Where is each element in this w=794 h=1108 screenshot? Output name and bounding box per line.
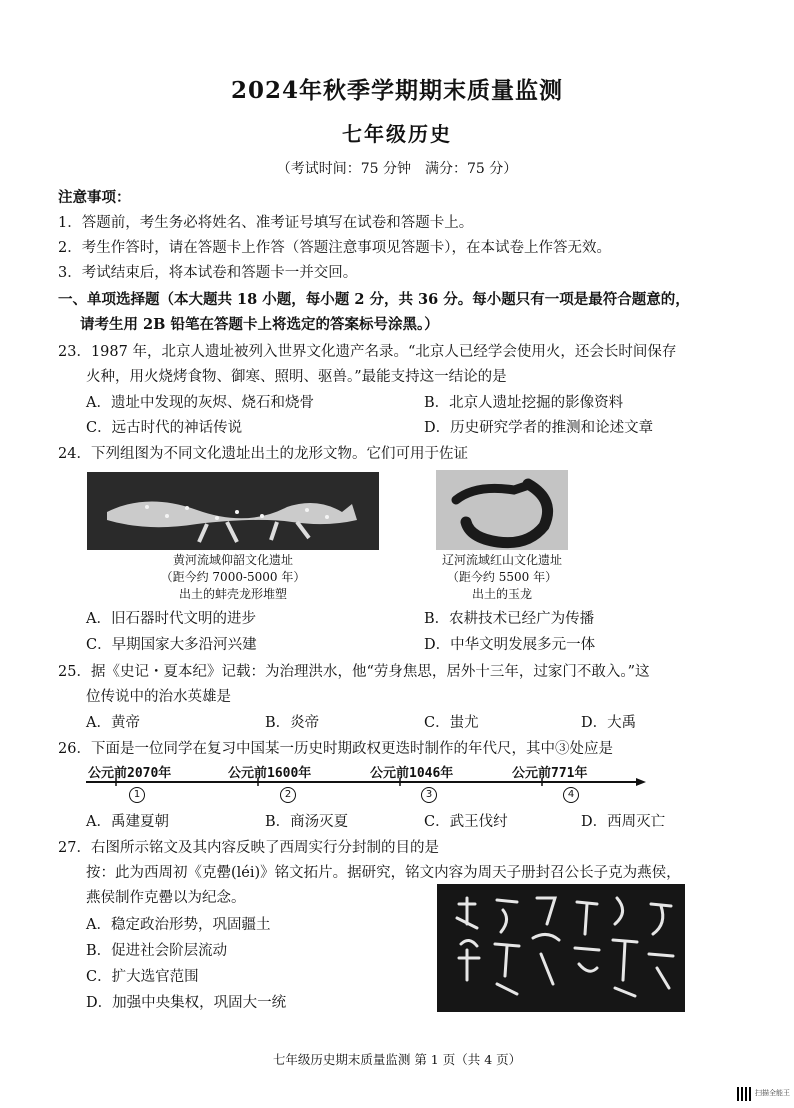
q27-stem: 27．右图所示铭文及其内容反映了西周实行分封制的目的是	[58, 840, 439, 856]
exam-time-info: （考试时间：75 分钟 满分：75 分）	[276, 161, 518, 177]
q25-option-a: A．黄帝	[86, 715, 140, 731]
q27-option-a: A．稳定政治形势，巩固疆土	[86, 917, 271, 933]
note-item-2: 2．考生作答时，请在答题卡上作答（答题注意事项见答题卡），在本试卷上作答无效。	[58, 240, 611, 256]
q26-option-a: A．禹建夏朝	[86, 814, 169, 830]
note-item-1: 1．答题前，考生务必将姓名、准考证号填写在试卷和答题卡上。	[58, 215, 474, 231]
q26-option-d: D．西周灭亡	[581, 814, 666, 830]
q26-option-c: C．武王伐纣	[424, 814, 508, 830]
q25-stem-cont: 位传说中的治水英雄是	[86, 689, 231, 705]
q25-option-b: B．炎帝	[265, 715, 320, 731]
caption-right-line-2: （距今约 5500 年）	[446, 570, 558, 584]
qr-code-icon	[737, 1087, 751, 1101]
timeline-label-1: 公元前2070年	[88, 766, 172, 781]
q25-option-d: D．大禹	[581, 715, 637, 731]
timeline-axis	[86, 778, 646, 790]
q23-stem: 23．1987 年，北京人遗址被列入世界文化遗产名录。“北京人已经学会使用火，还会长时间保存	[58, 344, 677, 360]
caption-left	[133, 552, 333, 603]
q26-option-b: B．商汤灭夏	[265, 814, 349, 830]
timeline-label-3: 公元前1046年	[370, 766, 454, 781]
q25-stem: 25．据《史记・夏本纪》记载：为治理洪水，他“劳身焦思，居外十三年，过家门不敢入。”这	[58, 664, 650, 680]
timeline-label-2: 公元前1600年	[228, 766, 312, 781]
caption-right-line-3: 出土的玉龙	[471, 587, 532, 601]
section-heading-cont: 请考生用 2B 铅笔在答题卡上将选定的答案标号涂黑。）	[80, 316, 439, 333]
q23-option-d: D．历史研究学者的推测和论述文章	[424, 420, 654, 436]
caption-right-line-1: 辽河流域红山文化遗址	[441, 553, 562, 567]
q27-note-cont: 燕侯制作克罍以为纪念。	[86, 890, 246, 906]
jade-dragon-photo	[436, 470, 568, 550]
q27-option-b: B．促进社会阶层流动	[86, 943, 228, 959]
caption-left-line-1: 黄河流域仰韶文化遗址	[172, 553, 293, 567]
note-item-3: 3．考试结束后，将本试卷和答题卡一并交回。	[58, 265, 358, 281]
q23-option-c: C．远古时代的神话传说	[86, 420, 243, 436]
caption-left-line-3: 出土的蚌壳龙形堆塑	[178, 587, 287, 601]
section-heading: 一、单项选择题（本大题共 18 小题，每小题 2 分，共 36 分。每小题只有一项是最符合题意的，	[58, 291, 690, 308]
exam-subject: 七年级历史	[342, 122, 452, 146]
timeline-label-4: 公元前771年	[512, 766, 588, 781]
q24-stem: 24．下列组图为不同文化遗址出土的龙形文物。它们可用于佐证	[58, 446, 468, 462]
q26-stem: 26．下面是一位同学在复习中国某一历史时期政权更迭时制作的年代尺，其中③处应是	[58, 741, 613, 757]
timeline-mark-1: 1	[129, 787, 145, 803]
q27-note: 按：此为西周初《克罍(léi)》铭文拓片。据研究，铭文内容为周天子册封召公长子克为燕侯，	[86, 865, 681, 881]
timeline-mark-4: 4	[563, 787, 579, 803]
timeline-mark-3: 3	[421, 787, 437, 803]
notes-heading: 注意事项：	[58, 189, 131, 206]
inscription-rubbing-image	[437, 884, 685, 1012]
inscription-rubbing	[437, 884, 685, 1012]
q23-option-b: B．北京人遗址挖掘的影像资料	[424, 395, 624, 411]
shell-dragon-image	[87, 472, 379, 550]
q24-option-b: B．农耕技术已经广为传播	[424, 611, 595, 627]
caption-right	[412, 552, 592, 603]
exam-title: 2024年秋季学期期末质量监测	[230, 77, 563, 104]
q27-option-d: D．加强中央集权，巩固大一统	[86, 995, 287, 1011]
q24-option-a: A．旧石器时代文明的进步	[86, 611, 256, 627]
shell-dragon-photo	[87, 472, 379, 550]
timeline-mark-2: 2	[280, 787, 296, 803]
scanner-brand: 扫描全能王	[755, 1089, 790, 1097]
jade-dragon-image	[436, 470, 568, 550]
q23-option-a: A．遗址中发现的灰烬、烧石和烧骨	[86, 395, 314, 411]
caption-left-line-2: （距今约 7000-5000 年）	[160, 570, 306, 584]
q27-option-c: C．扩大选官范围	[86, 969, 199, 985]
q24-option-c: C．早期国家大多沿河兴建	[86, 637, 257, 653]
q24-option-d: D．中华文明发展多元一体	[424, 637, 596, 653]
page-footer: 七年级历史期末质量监测 第 1 页（共 4 页）	[272, 1052, 522, 1067]
q25-option-c: C．蚩尤	[424, 715, 479, 731]
q23-stem-cont: 火种，用火烧烤食物、御寒、照明、驱兽。”最能支持这一结论的是	[86, 369, 507, 385]
